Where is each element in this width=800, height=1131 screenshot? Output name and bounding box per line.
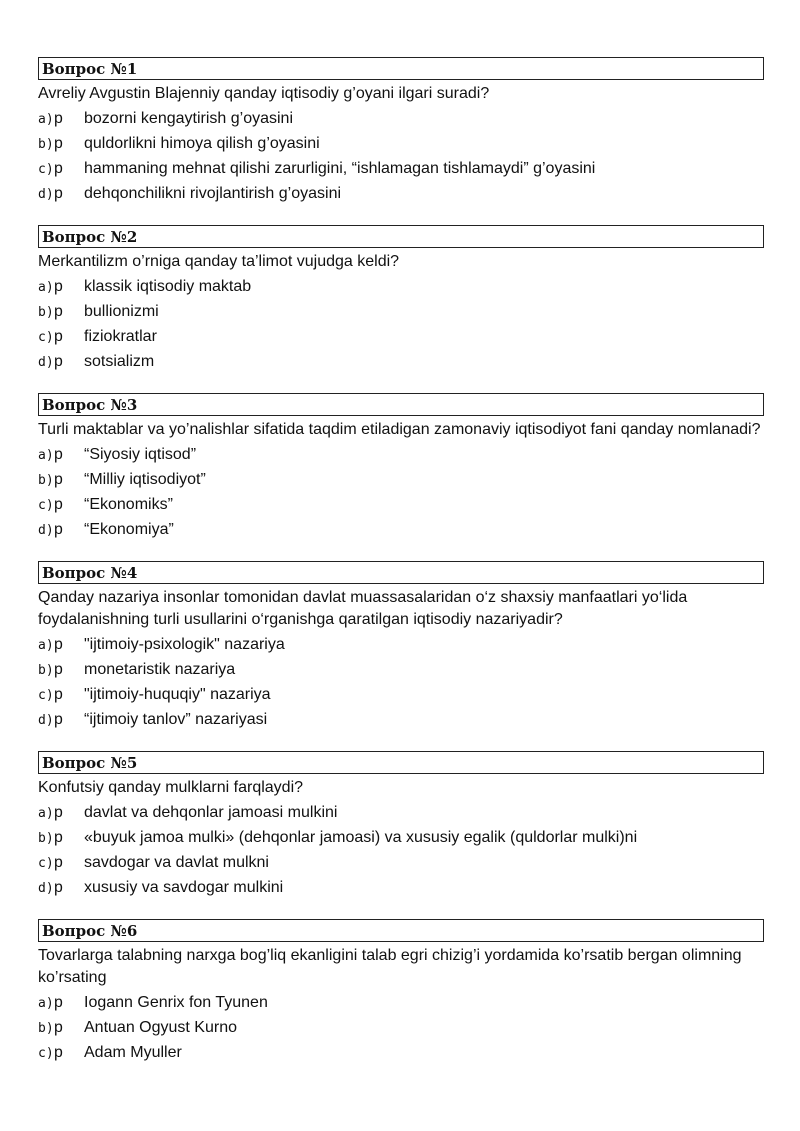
option-text: “Ekonomiya” [84, 520, 174, 538]
option-marker: p [53, 878, 64, 897]
option-marker: p [53, 828, 64, 847]
answer-option-b[interactable] [38, 467, 764, 492]
question-header: Вопрос №6 [38, 919, 764, 942]
option-marker: p [53, 1018, 64, 1037]
option-text: “ijtimoiy tanlov” nazariyasi [84, 710, 268, 728]
option-text: "ijtimoiy-psixologik" nazariya [84, 635, 285, 653]
option-text: fiziokratlar [84, 327, 157, 345]
option-letter: a) [38, 447, 54, 463]
option-marker: p [53, 803, 64, 822]
option-letter: c) [38, 1045, 54, 1061]
answer-option-b[interactable] [38, 1015, 764, 1040]
option-letter: b) [38, 830, 54, 846]
question-block-5 [38, 751, 764, 900]
option-marker: p [53, 352, 64, 371]
option-marker: p [53, 660, 64, 679]
option-letter: c) [38, 161, 54, 177]
option-marker: p [53, 520, 64, 539]
option-marker: p [53, 470, 64, 489]
option-text: davlat va dehqonlar jamoasi mulkini [84, 803, 338, 821]
option-text: quldorlikni himoya qilish g’oyasini [84, 134, 320, 152]
question-block-1 [38, 57, 764, 206]
option-letter: d) [38, 522, 54, 538]
answer-option-b[interactable] [38, 131, 764, 156]
option-letter: a) [38, 995, 54, 1011]
answer-option-d[interactable] [38, 517, 764, 542]
answer-option-d[interactable] [38, 707, 764, 732]
option-marker: p [53, 993, 64, 1012]
option-text: Iogann Genrix fon Tyunen [84, 993, 268, 1011]
option-letter: b) [38, 1020, 54, 1036]
option-letter: b) [38, 136, 54, 152]
option-letter: b) [38, 662, 54, 678]
option-marker: p [53, 184, 64, 203]
question-document [38, 57, 764, 1084]
question-text: Qanday nazariya insonlar tomonidan davlat muassasalaridan o‘z shaxsiy manfaatlari yo‘lida foydalanishning turli usullarini o‘rganishga qaratilgan iqtisodiy nazariyadir? [38, 589, 688, 628]
option-text: klassik iqtisodiy maktab [84, 277, 252, 295]
question-header: Вопрос №2 [38, 225, 764, 248]
option-letter: a) [38, 637, 54, 653]
option-marker: p [53, 495, 64, 514]
option-letter: d) [38, 712, 54, 728]
answer-option-a[interactable] [38, 106, 764, 131]
option-text: "ijtimoiy-huquqiy" nazariya [84, 685, 271, 703]
question-block-2 [38, 225, 764, 374]
answer-option-c[interactable] [38, 492, 764, 517]
option-marker: p [53, 327, 64, 346]
option-marker: p [53, 445, 64, 464]
question-header: Вопрос №1 [38, 57, 764, 80]
answer-option-a[interactable] [38, 442, 764, 467]
option-marker: p [53, 710, 64, 729]
answer-option-d[interactable] [38, 349, 764, 374]
option-text: savdogar va davlat mulkni [84, 853, 269, 871]
option-letter: c) [38, 329, 54, 345]
option-letter: d) [38, 186, 54, 202]
option-letter: b) [38, 304, 54, 320]
option-text: “Siyosiy iqtisod” [84, 445, 197, 463]
option-letter: c) [38, 687, 54, 703]
option-letter: d) [38, 880, 54, 896]
option-text: sotsializm [84, 352, 155, 370]
answer-option-d[interactable] [38, 875, 764, 900]
question-block-3 [38, 393, 764, 542]
option-marker: p [53, 853, 64, 872]
option-letter: a) [38, 805, 54, 821]
answer-option-b[interactable] [38, 657, 764, 682]
option-letter: a) [38, 279, 54, 295]
answer-option-a[interactable] [38, 800, 764, 825]
option-text: Antuan Ogyust Kurno [84, 1018, 237, 1036]
option-text: Adam Myuller [84, 1043, 182, 1061]
answer-option-c[interactable] [38, 682, 764, 707]
question-text: Tovarlarga talabning narxga bog’liq ekanligini talab egri chizig’i yordamida ko’rsatib bergan olimning ko’rsating [38, 947, 742, 986]
option-text: monetaristik nazariya [84, 660, 236, 678]
option-letter: d) [38, 354, 54, 370]
option-marker: p [53, 109, 64, 128]
answer-option-c[interactable] [38, 1040, 764, 1065]
option-marker: p [53, 635, 64, 654]
option-text: hammaning mehnat qilishi zarurligini, “ishlamagan tishlamaydi” g’oyasini [84, 159, 596, 177]
question-block-6 [38, 919, 764, 1065]
answer-option-c[interactable] [38, 156, 764, 181]
option-marker: p [53, 302, 64, 321]
option-text: “Ekonomiks” [84, 495, 173, 513]
question-block-4 [38, 561, 764, 732]
question-header: Вопрос №4 [38, 561, 764, 584]
option-text: «buyuk jamoa mulki» (dehqonlar jamoasi) va xususiy egalik (quldorlar mulki)ni [84, 828, 638, 846]
option-letter: c) [38, 855, 54, 871]
answer-option-d[interactable] [38, 181, 764, 206]
question-text: Avreliy Avgustin Blajenniy qanday iqtisodiy g’oyani ilgari suradi? [38, 85, 490, 102]
answer-option-c[interactable] [38, 850, 764, 875]
answer-option-a[interactable] [38, 274, 764, 299]
option-marker: p [53, 277, 64, 296]
option-marker: p [53, 685, 64, 704]
question-text: Merkantilizm o’rniga qanday ta’limot vujudga keldi? [38, 253, 400, 270]
option-text: bozorni kengaytirish g’oyasini [84, 109, 293, 127]
answer-option-b[interactable] [38, 825, 764, 850]
option-letter: a) [38, 111, 54, 127]
option-text: “Milliy iqtisodiyot” [84, 470, 206, 488]
answer-option-b[interactable] [38, 299, 764, 324]
question-text: Turli maktablar va yo’nalishlar sifatida taqdim etiladigan zamonaviy iqtisodiyot fani qanday nomlanadi? [38, 421, 761, 438]
question-header: Вопрос №3 [38, 393, 764, 416]
option-marker: p [53, 134, 64, 153]
option-letter: b) [38, 472, 54, 488]
option-text: bullionizmi [84, 302, 159, 320]
option-text: xususiy va savdogar mulkini [84, 878, 284, 896]
option-marker: p [53, 159, 64, 178]
option-letter: c) [38, 497, 54, 513]
answer-option-a[interactable] [38, 990, 764, 1015]
question-text: Konfutsiy qanday mulklarni farqlaydi? [38, 779, 304, 796]
answer-option-a[interactable] [38, 632, 764, 657]
question-header: Вопрос №5 [38, 751, 764, 774]
option-marker: p [53, 1043, 64, 1062]
answer-option-c[interactable] [38, 324, 764, 349]
option-text: dehqonchilikni rivojlantirish g’oyasini [84, 184, 342, 202]
